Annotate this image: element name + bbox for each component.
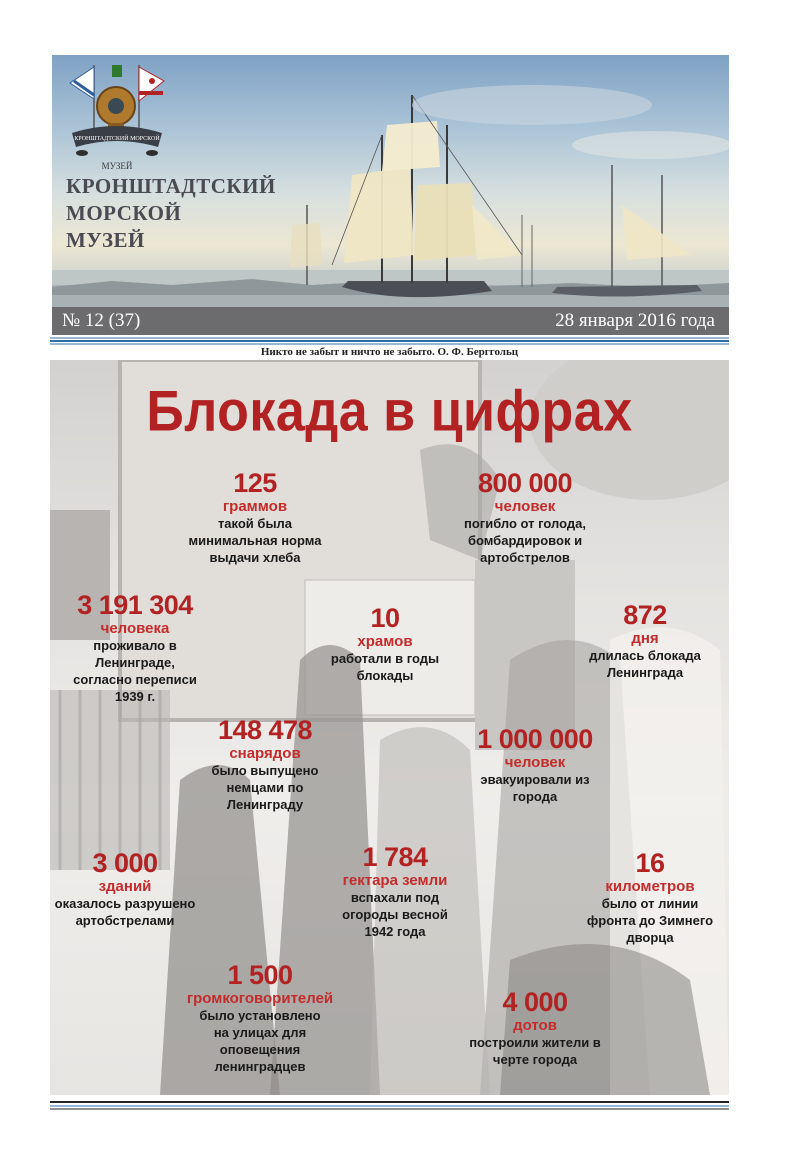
- museum-emblem-logo: [64, 61, 169, 176]
- stat-number: 800 000: [477, 468, 573, 498]
- stat-description: было установлено на улицах для оповещения ленинградцев: [199, 1008, 321, 1074]
- stat-description: работали в годы блокады: [330, 651, 440, 683]
- epigraph-quote: Никто не забыт и ничто не забыто. О. Ф. Берггольц: [260, 346, 519, 358]
- stat-shells: [185, 715, 345, 813]
- stat-unit: человек: [494, 498, 556, 515]
- stat-loudspeakers: [175, 960, 345, 1075]
- stat-number: 1 000 000: [477, 724, 593, 754]
- museum-name: [66, 173, 276, 254]
- stat-bread-ration: [170, 468, 340, 566]
- bottom-divider: [50, 1100, 729, 1110]
- stat-unit: граммов: [222, 498, 288, 515]
- stat-number: 125: [233, 468, 277, 498]
- issue-date: 28 января 2016 года: [555, 310, 715, 331]
- stat-description: такой была минимальная норма выдачи хлеба: [188, 516, 322, 565]
- stat-blockade-days: [570, 600, 720, 681]
- stat-unit: человек: [504, 754, 566, 771]
- stat-unit: гектара земли: [342, 872, 448, 889]
- museum-name-line-1: КРОНШТАДТСКИЙ: [66, 174, 276, 198]
- stat-unit: громкоговорителей: [186, 990, 334, 1007]
- stat-number: 872: [623, 600, 667, 630]
- stat-number: 3 191 304: [77, 590, 193, 620]
- stat-description: было выпущено немцами по Ленинграду: [211, 763, 319, 812]
- photo-overlay: [50, 360, 729, 1095]
- stat-pillboxes: [450, 987, 620, 1068]
- stat-hectares: [320, 842, 470, 940]
- stat-description: эвакуировали из города: [480, 772, 590, 804]
- stat-description: проживало в Ленинграде, согласно переписи 1939 г.: [73, 638, 197, 704]
- stat-number: 10: [370, 603, 400, 633]
- stat-description: было от линии фронта до Зимнего дворца: [586, 896, 714, 945]
- stat-population: [60, 590, 210, 705]
- stat-unit: дотов: [513, 1017, 557, 1034]
- museum-name-line-3: МУЗЕЙ: [66, 228, 145, 252]
- poster-title: Блокада в цифрах: [146, 380, 633, 444]
- museum-name-line-2: МОРСКОЙ: [66, 201, 182, 225]
- stat-description: вспахали под огороды весной 1942 года: [342, 890, 448, 939]
- stat-description: длилась блокада Ленинграда: [589, 648, 701, 680]
- stat-churches: [315, 603, 455, 684]
- logo-ribbon-text: КРОНШТАДТСКИЙ МОРСКОЙ: [74, 136, 160, 142]
- stat-description: оказалось разрушено артобстрелами: [54, 896, 196, 928]
- blockade-poster: [50, 360, 729, 1095]
- stat-unit: дня: [631, 630, 659, 647]
- stat-number: 16: [635, 848, 665, 878]
- stat-description: погибло от голода, бомбардировок и артобстрелов: [464, 516, 586, 565]
- stat-description: построили жители в черте города: [469, 1035, 601, 1067]
- issue-number: № 12 (37): [62, 310, 141, 331]
- stat-unit: человека: [100, 620, 170, 637]
- stat-number: 4 000: [502, 987, 568, 1017]
- stat-evacuated: [455, 724, 615, 805]
- stat-unit: километров: [605, 878, 695, 895]
- header-banner: [52, 55, 729, 335]
- logo-museum-word: МУЗЕЙ: [101, 161, 133, 171]
- stat-unit: снарядов: [229, 745, 301, 762]
- stat-buildings: [50, 848, 205, 929]
- stat-deaths: [440, 468, 610, 566]
- top-divider: [50, 337, 729, 345]
- stat-unit: зданий: [98, 878, 152, 895]
- stat-unit: храмов: [357, 633, 413, 650]
- stat-number: 1 784: [362, 842, 428, 872]
- issue-bar: [52, 307, 729, 335]
- stat-number: 3 000: [92, 848, 158, 878]
- stat-number: 148 478: [217, 715, 313, 745]
- stat-number: 1 500: [227, 960, 293, 990]
- stat-front-distance: [575, 848, 725, 946]
